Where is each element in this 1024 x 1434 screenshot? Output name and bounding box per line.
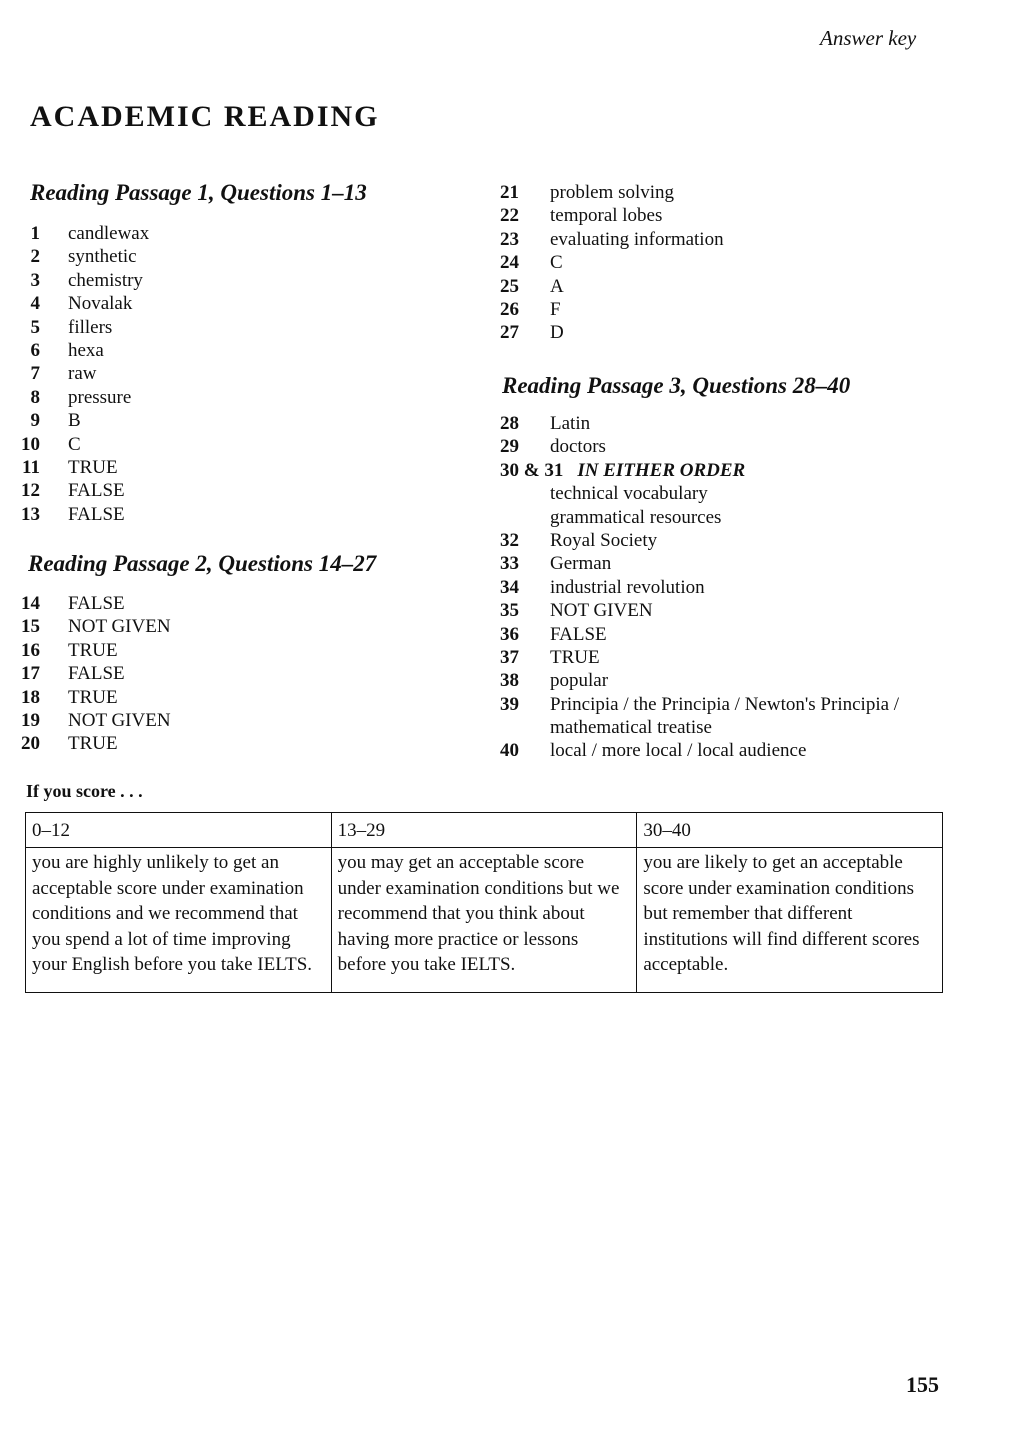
question-number: 12 — [21, 480, 40, 502]
answer-text: NOT GIVEN — [68, 709, 171, 731]
answer-text: candlewax — [68, 223, 150, 244]
score-advice-cell: you are likely to get an acceptable score under examination conditions but remember that different institutions will find different scores acceptable. — [637, 848, 943, 993]
score-range-cell: 30–40 — [637, 813, 943, 848]
question-number: 28 — [500, 413, 519, 434]
question-number: 30 & 31 — [500, 459, 564, 481]
answer-text: NOT GIVEN — [550, 600, 653, 622]
score-advice-cell: you are highly unlikely to get an acceptable score under examination conditions and we recommend that you spend a lot of time improving your English before you take IELTS. — [26, 848, 332, 993]
answer-text: FALSE — [68, 663, 125, 685]
answer-text: Novalak — [68, 293, 133, 315]
order-note: IN EITHER ORDER — [577, 459, 746, 481]
answer-item — [20, 456, 149, 479]
answer-text: grammatical resources — [550, 506, 722, 528]
question-number: 18 — [21, 686, 40, 708]
answer-text: industrial revolution — [550, 576, 705, 598]
answer-text: temporal lobes — [550, 205, 663, 227]
answer-item — [20, 662, 171, 685]
question-number: 35 — [500, 600, 519, 622]
score-table — [25, 812, 943, 993]
answer-text: technical vocabulary — [550, 483, 708, 505]
answer-item — [500, 204, 724, 227]
answer-item — [20, 292, 149, 315]
answer-item — [20, 222, 149, 245]
passage2-answer-list-continued — [500, 181, 724, 345]
answer-text: raw — [68, 363, 97, 385]
answer-item — [20, 732, 171, 755]
answer-text: F — [550, 298, 561, 320]
answer-text: TRUE — [68, 639, 118, 661]
answer-item — [500, 228, 724, 251]
answer-text: synthetic — [68, 246, 137, 268]
answer-item — [500, 623, 899, 646]
answer-item — [500, 435, 899, 458]
answer-item — [500, 669, 899, 692]
score-label: If you score . . . — [26, 781, 143, 801]
answer-text: hexa — [68, 339, 104, 361]
answer-item — [20, 339, 149, 362]
answer-item — [500, 599, 899, 622]
question-number: 15 — [21, 616, 40, 638]
answer-text: Latin — [550, 413, 591, 434]
passage3-answer-list — [500, 412, 899, 763]
answer-text: doctors — [550, 436, 606, 458]
question-number: 29 — [500, 436, 519, 458]
answer-text: chemistry — [68, 269, 143, 291]
question-number: 17 — [21, 663, 40, 685]
answer-item — [20, 686, 171, 709]
answer-text: TRUE — [68, 456, 118, 478]
question-number: 34 — [500, 576, 519, 598]
question-number: 10 — [21, 433, 40, 455]
question-number — [500, 506, 522, 529]
answer-item — [500, 739, 899, 762]
question-number: 6 — [30, 339, 40, 361]
question-number: 39 — [500, 693, 519, 715]
question-number: 5 — [30, 316, 40, 338]
answer-text: TRUE — [68, 686, 118, 708]
answer-text: Principia / the Principia / Newton's Principia / — [550, 693, 900, 715]
answer-item — [500, 506, 899, 529]
question-number: 22 — [500, 205, 519, 227]
answer-text: TRUE — [68, 733, 118, 755]
answer-item — [500, 412, 899, 435]
answer-item — [20, 316, 149, 339]
question-number: 3 — [30, 269, 40, 291]
question-number: 7 — [30, 363, 40, 385]
answer-item — [500, 482, 899, 505]
question-number: 2 — [30, 246, 40, 268]
answer-item — [500, 181, 724, 204]
question-number: 23 — [500, 228, 519, 250]
question-number — [500, 482, 522, 505]
answer-item — [500, 298, 724, 321]
question-number: 36 — [500, 623, 519, 645]
answer-item — [20, 479, 149, 502]
answer-item — [20, 386, 149, 409]
answer-text: pressure — [68, 386, 132, 408]
answer-item — [20, 245, 149, 268]
passage2-heading: Reading Passage 2, Questions 14–27 — [28, 551, 377, 576]
answer-item — [500, 321, 724, 344]
answer-text: fillers — [68, 316, 113, 338]
answer-text: D — [550, 322, 564, 344]
answer-item — [20, 269, 149, 292]
answer-item — [500, 646, 899, 669]
question-number: 14 — [21, 593, 40, 614]
question-number: 21 — [500, 182, 519, 203]
question-number: 37 — [500, 646, 519, 668]
answer-item — [500, 529, 899, 552]
answer-text: German — [550, 553, 612, 575]
question-number: 16 — [21, 639, 40, 661]
answer-item — [500, 552, 899, 575]
question-number: 4 — [30, 293, 40, 315]
question-number: 11 — [22, 456, 40, 478]
answer-item — [500, 693, 899, 716]
answer-text: NOT GIVEN — [68, 616, 171, 638]
question-number: 19 — [21, 709, 40, 731]
answer-text: FALSE — [68, 480, 125, 502]
answer-text: C — [68, 433, 81, 455]
question-number: 26 — [500, 298, 519, 320]
answer-text: FALSE — [68, 503, 125, 525]
question-number: 33 — [500, 553, 519, 575]
answer-item — [500, 716, 899, 739]
question-number: 8 — [30, 386, 40, 408]
answer-item — [20, 592, 171, 615]
passage3-heading: Reading Passage 3, Questions 28–40 — [502, 373, 851, 398]
passage2-answer-list — [20, 592, 171, 756]
answer-text: mathematical treatise — [550, 717, 712, 739]
question-number: 40 — [500, 740, 519, 762]
answer-item — [20, 709, 171, 732]
question-number: 38 — [500, 670, 519, 692]
question-number: 25 — [500, 275, 519, 297]
answer-item — [20, 615, 171, 638]
page-title: ACADEMIC READING — [30, 100, 380, 133]
answer-text: popular — [550, 670, 609, 692]
answer-text: evaluating information — [550, 228, 724, 250]
answer-item — [20, 639, 171, 662]
question-number: 9 — [30, 410, 40, 432]
answer-text: B — [68, 410, 81, 432]
answer-item — [500, 459, 899, 482]
answer-text: TRUE — [550, 646, 600, 668]
answer-text: problem solving — [550, 182, 675, 203]
answer-text: C — [550, 252, 563, 274]
score-range-cell: 0–12 — [26, 813, 332, 848]
answer-text: A — [550, 275, 564, 297]
question-number: 32 — [500, 529, 519, 551]
question-number: 13 — [21, 503, 40, 525]
question-number: 1 — [30, 223, 40, 244]
passage1-heading: Reading Passage 1, Questions 1–13 — [30, 180, 367, 205]
answer-item — [20, 503, 149, 526]
running-head: Answer key — [820, 26, 917, 50]
answer-item — [500, 275, 724, 298]
question-number — [500, 716, 522, 739]
answer-text: Royal Society — [550, 529, 658, 551]
score-range-cell: 13–29 — [331, 813, 637, 848]
passage1-answer-list — [20, 222, 149, 526]
answer-item — [20, 409, 149, 432]
answer-item — [500, 251, 724, 274]
question-number: 27 — [500, 322, 519, 344]
answer-text: local / more local / local audience — [550, 740, 807, 762]
answer-item — [500, 576, 899, 599]
answer-item — [20, 362, 149, 385]
answer-text: FALSE — [68, 593, 125, 614]
question-number: 24 — [500, 252, 519, 274]
answer-item — [20, 433, 149, 456]
answer-text: FALSE — [550, 623, 607, 645]
score-advice-cell: you may get an acceptable score under examination conditions but we recommend that you think about having more practice or lessons before you take IELTS. — [331, 848, 637, 993]
question-number: 20 — [21, 733, 40, 755]
page-number: 155 — [906, 1372, 939, 1397]
